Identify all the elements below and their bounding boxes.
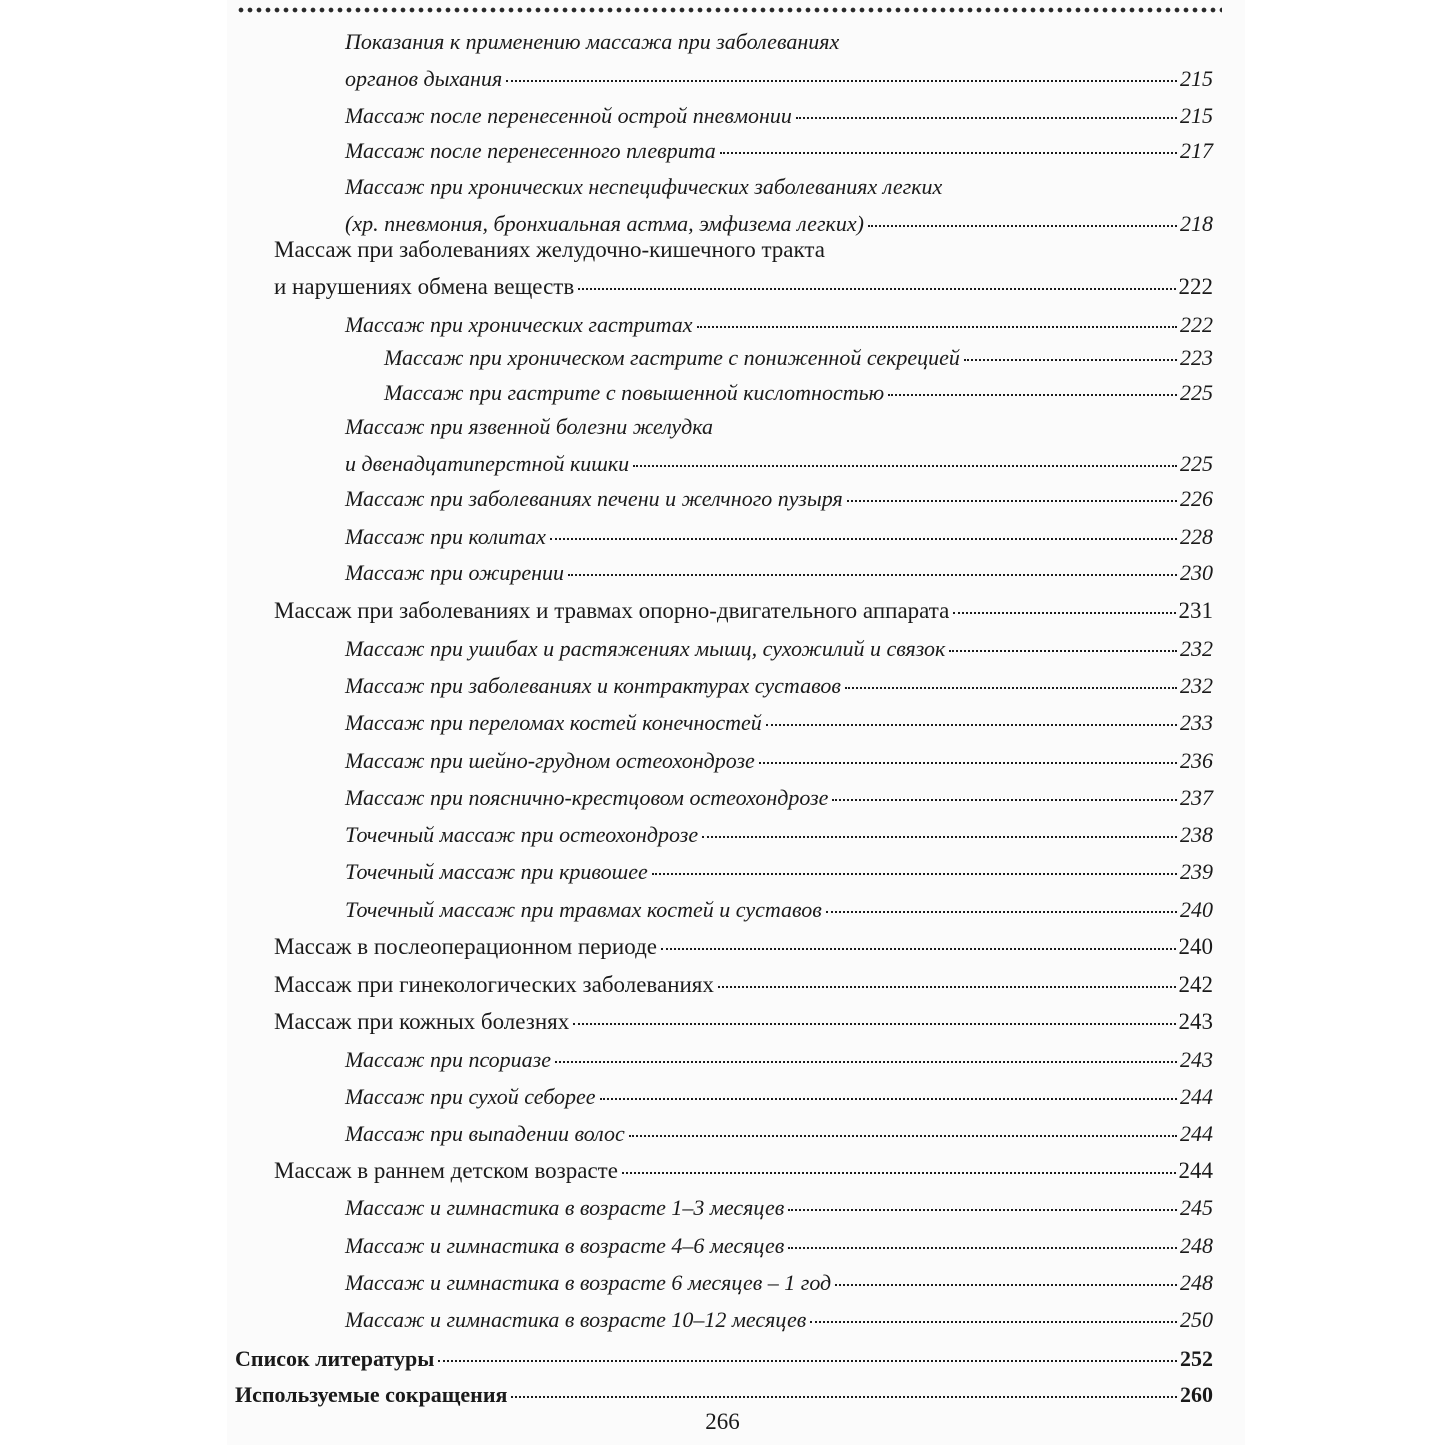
- toc-entry: [345, 1270, 1213, 1296]
- toc-entry-title: Массаж при ожирении: [345, 560, 565, 585]
- toc-entry-page: 244: [1180, 1084, 1213, 1109]
- toc-entry-page: 223: [1180, 345, 1213, 370]
- toc-entry-page: 244: [1180, 1121, 1213, 1146]
- dot-leader: [788, 1209, 1177, 1211]
- toc-entry-page: 232: [1180, 673, 1213, 698]
- toc-entry-title: Массаж при шейно-грудном остеохондрозе: [345, 748, 755, 773]
- dot-leader: [845, 687, 1177, 689]
- toc-entry-page: 250: [1180, 1307, 1213, 1332]
- toc-entry-page: 248: [1180, 1233, 1213, 1258]
- toc-entry-page: 228: [1180, 524, 1213, 549]
- toc-entry-page: 237: [1180, 785, 1213, 810]
- toc-entry-title: Массаж при пояснично-крестцовом остеохондрозе: [345, 785, 829, 810]
- toc-entry-line: [345, 673, 1213, 699]
- toc-entry-page: 222: [1178, 274, 1213, 299]
- toc-entry-title: и нарушениях обмена веществ: [274, 274, 575, 299]
- toc-entry-title: Точечный массаж при остеохондрозе: [345, 822, 699, 847]
- toc-entry: [274, 1158, 1213, 1184]
- toc-entry-page: 252: [1180, 1346, 1213, 1371]
- toc-entry-page: 226: [1180, 486, 1213, 511]
- toc-entry-title: Массаж при колитах: [345, 524, 546, 549]
- toc-entry-line: [345, 1270, 1213, 1296]
- toc-entry-page: 260: [1180, 1382, 1213, 1407]
- toc-entry-page: 217: [1180, 138, 1213, 163]
- toc-entry: [345, 486, 1213, 512]
- toc-entry-title: Массаж при хроническом гастрите с пониженной секрецией: [384, 345, 960, 370]
- toc-entry-title: Массаж при гастрите с повышенной кислотностью: [384, 380, 885, 405]
- toc-entry-page: 243: [1180, 1047, 1213, 1072]
- dot-leader: [759, 762, 1177, 764]
- toc-entry-title-line: Массаж при заболеваниях желудочно-кишечного тракта: [274, 237, 825, 262]
- toc-entry-title: Массаж при переломах костей конечностей: [345, 710, 762, 735]
- toc-entry-title: органов дыхания: [345, 66, 503, 91]
- toc-entry: [345, 103, 1213, 129]
- dot-leader: [888, 394, 1177, 396]
- toc-entry-line: [345, 1084, 1213, 1110]
- toc-entry-page: 231: [1178, 598, 1213, 623]
- toc-entry-title: Массаж после перенесенного плеврита: [345, 138, 716, 163]
- toc-entry-title: Массаж после перенесенной острой пневмонии: [345, 103, 792, 128]
- toc-entry-line: [345, 897, 1213, 923]
- toc-entry-page: 242: [1178, 972, 1213, 997]
- toc-entry-page: 233: [1180, 710, 1213, 735]
- toc-entry-page: 225: [1180, 451, 1213, 476]
- toc-entry: [345, 138, 1213, 164]
- toc-entry-title: Массаж в послеоперационном периоде: [274, 934, 657, 959]
- toc-entry-line: [345, 66, 1213, 92]
- toc-entry-title: Массаж при хронических гастритах: [345, 312, 693, 337]
- toc-entry-title: Массаж и гимнастика в возрасте 4–6 месяцев: [345, 1233, 785, 1258]
- toc-entry-page: 215: [1180, 66, 1213, 91]
- dot-leader: [949, 650, 1177, 652]
- toc-entry-line: [345, 560, 1213, 586]
- toc-entry-page: 230: [1180, 560, 1213, 585]
- toc-entry-title: Список литературы: [235, 1346, 435, 1371]
- dot-leader: [718, 986, 1176, 988]
- toc-entry-title: Массаж в раннем детском возрасте: [274, 1158, 618, 1183]
- toc-entry-page: 222: [1180, 312, 1213, 337]
- toc-entry-title: Массаж при гинекологических заболеваниях: [274, 972, 714, 997]
- toc-entry-line: [274, 972, 1213, 998]
- toc-entry-line: [345, 1121, 1213, 1147]
- toc-entry-page: 238: [1180, 822, 1213, 847]
- toc-entry-line: [384, 345, 1213, 371]
- toc-entry-line: [274, 598, 1213, 624]
- dot-leader: [555, 1061, 1177, 1063]
- toc-entry-title: Массаж при заболеваниях и контрактурах суставов: [345, 673, 841, 698]
- toc-entry-title: Массаж при выпадении волос: [345, 1121, 625, 1146]
- toc-entry: [345, 1233, 1213, 1259]
- toc-entry-title: Массаж при кожных болезнях: [274, 1009, 570, 1034]
- toc-entry: [274, 972, 1213, 998]
- dot-leader: [826, 911, 1177, 913]
- toc-entry-line: [345, 312, 1213, 338]
- toc-entry-title: Точечный массаж при травмах костей и суставов: [345, 897, 822, 922]
- dot-leader: [796, 117, 1177, 119]
- toc-entry-line: [274, 934, 1213, 960]
- toc-entry-title: Используемые сокращения: [235, 1382, 508, 1407]
- dot-leader: [633, 465, 1177, 467]
- dot-leader: [438, 1360, 1177, 1362]
- toc-entry-title: Массаж при заболеваниях и травмах опорно-двигательного аппарата: [274, 598, 950, 623]
- toc-entry: [345, 29, 1213, 92]
- toc-entry: [345, 673, 1213, 699]
- toc-entry-page: 244: [1178, 1158, 1213, 1183]
- dot-leader: [953, 612, 1175, 614]
- toc-entry: [274, 598, 1213, 624]
- toc-entry: [345, 524, 1213, 550]
- toc-entry: [345, 785, 1213, 811]
- dot-leader: [568, 574, 1177, 576]
- toc-entry: [345, 174, 1213, 237]
- toc-entry-page: 239: [1180, 859, 1213, 884]
- toc-entry-line: [384, 380, 1213, 406]
- page-number: 266: [705, 1409, 740, 1434]
- toc-entry-line: [345, 486, 1213, 512]
- toc-entry: [384, 345, 1213, 371]
- toc-entry-page: 232: [1180, 636, 1213, 661]
- toc-entry-line: [345, 1047, 1213, 1073]
- dot-leader: [766, 724, 1177, 726]
- toc-entry-line: [274, 274, 1213, 300]
- toc-entry-page: 218: [1180, 211, 1213, 236]
- dot-leader: [629, 1135, 1177, 1137]
- toc-entry-page: 245: [1180, 1195, 1213, 1220]
- dot-leader: [511, 1396, 1177, 1398]
- toc-entry-title-line: Массаж при хронических неспецифических заболеваниях легких: [345, 174, 943, 199]
- toc-entry-line: [345, 710, 1213, 736]
- toc-entry-line: [345, 1195, 1213, 1221]
- toc-entry-title: Массаж и гимнастика в возрасте 10–12 месяцев: [345, 1307, 807, 1332]
- toc-entry: [345, 1195, 1213, 1221]
- toc-entry-page: 240: [1178, 934, 1213, 959]
- toc-entry: [345, 822, 1213, 848]
- toc-entry-line: [274, 1009, 1213, 1035]
- toc-entry-line: [345, 822, 1213, 848]
- dot-leader: [697, 326, 1177, 328]
- dot-leader: [550, 538, 1177, 540]
- toc-entry-line: [235, 1382, 1213, 1408]
- dot-leader: [810, 1321, 1177, 1323]
- toc-entry-line: [345, 211, 1213, 237]
- toc-entry-page: 240: [1180, 897, 1213, 922]
- toc-entry: [274, 237, 1213, 300]
- toc-entry-line: [345, 748, 1213, 774]
- dot-leader: [788, 1247, 1177, 1249]
- toc-entry-page: 236: [1180, 748, 1213, 773]
- toc-entry-title: и двенадцатиперстной кишки: [345, 451, 630, 476]
- toc-entry-title: Массаж при заболеваниях печени и желчного пузыря: [345, 486, 843, 511]
- toc-entry-page: 248: [1180, 1270, 1213, 1295]
- toc-entry: [345, 560, 1213, 586]
- toc-entry: [235, 1382, 1213, 1408]
- dot-leader: [720, 152, 1177, 154]
- toc-entry-title: Точечный массаж при кривошее: [345, 859, 648, 884]
- dot-leader: [506, 80, 1177, 82]
- toc-entry: [274, 934, 1213, 960]
- toc-entry: [345, 748, 1213, 774]
- toc-entry: [345, 1307, 1213, 1333]
- toc-entry-title-line: Показания к применению массажа при заболеваниях: [345, 29, 840, 54]
- toc-entry-title: Массаж и гимнастика в возрасте 1–3 месяцев: [345, 1195, 785, 1220]
- toc-entry: [235, 1346, 1213, 1372]
- toc-entry-line: [345, 1307, 1213, 1333]
- toc-entry: [345, 1084, 1213, 1110]
- toc-entry-line: [235, 1346, 1213, 1372]
- dot-leader: [622, 1172, 1176, 1174]
- dot-leader: [661, 948, 1176, 950]
- toc-entry-title-line: Массаж при язвенной болезни желудка: [345, 414, 713, 439]
- dot-leader: [573, 1023, 1175, 1025]
- toc-entry-line: [345, 785, 1213, 811]
- toc-entry: [345, 710, 1213, 736]
- toc-entry-title: Массаж при псориазе: [345, 1047, 552, 1072]
- toc-entry: [345, 414, 1213, 477]
- toc-entry: [345, 859, 1213, 885]
- dot-leader: [847, 500, 1177, 502]
- dot-leader: [868, 225, 1177, 227]
- dot-leader: [832, 799, 1177, 801]
- dot-leader: [578, 288, 1175, 290]
- toc-entry: [274, 1009, 1213, 1035]
- toc-entry-page: 215: [1180, 103, 1213, 128]
- toc-entry: [384, 380, 1213, 406]
- toc-entry: [345, 1047, 1213, 1073]
- dot-leader: [964, 359, 1177, 361]
- toc-entry: [345, 897, 1213, 923]
- toc-entry: [345, 1121, 1213, 1147]
- toc-entry-line: [345, 636, 1213, 662]
- toc-entry: [345, 312, 1213, 338]
- toc-entry-line: [345, 859, 1213, 885]
- dot-leader: [600, 1098, 1178, 1100]
- toc-entry-line: [345, 103, 1213, 129]
- toc-entry-title: Массаж и гимнастика в возрасте 6 месяцев – 1 год: [345, 1270, 832, 1295]
- dot-leader: [652, 873, 1177, 875]
- toc-entry-line: [345, 451, 1213, 477]
- toc-entry-page: 225: [1180, 380, 1213, 405]
- toc-entry-title: (хр. пневмония, бронхиальная астма, эмфизема легких): [345, 211, 864, 236]
- toc-entry-title: Массаж при ушибах и растяжениях мышц, сухожилий и связок: [345, 636, 946, 661]
- toc-entry-line: [274, 1158, 1213, 1184]
- dot-leader: [702, 836, 1177, 838]
- toc-entry-line: [345, 1233, 1213, 1259]
- toc-entry-title: Массаж при сухой себорее: [345, 1084, 596, 1109]
- toc-entry-page: 243: [1178, 1009, 1213, 1034]
- toc-entry: [345, 636, 1213, 662]
- dot-leader: [835, 1284, 1177, 1286]
- toc-entry-line: [345, 138, 1213, 164]
- toc-entry-line: [345, 524, 1213, 550]
